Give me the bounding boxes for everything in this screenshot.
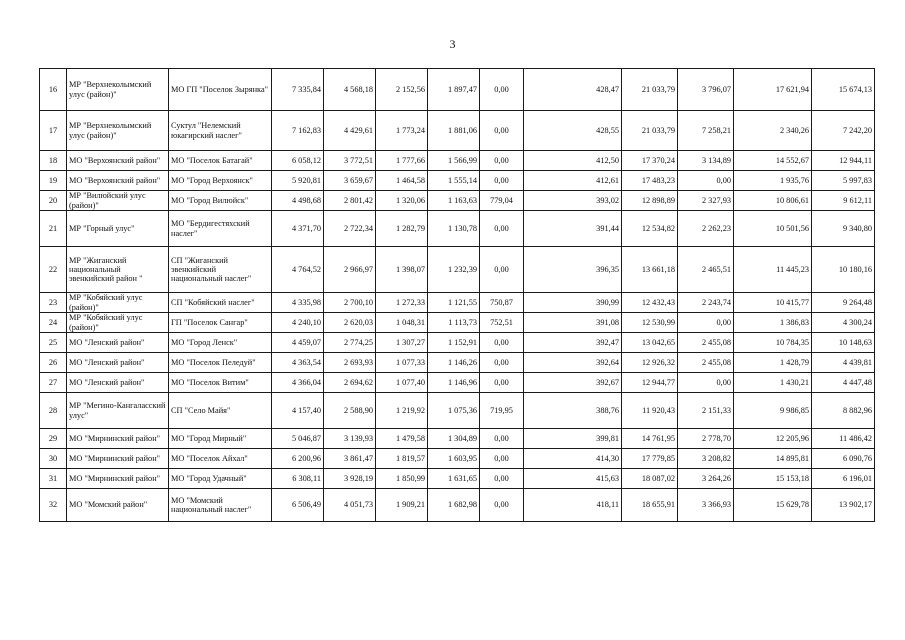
- table-row: [40, 489, 875, 522]
- value-cell-4: 1 881,06: [428, 111, 480, 151]
- value-cell-10: 4 300,24: [812, 313, 875, 333]
- value-cell-6: 414,30: [524, 449, 622, 469]
- value-cell-1: 4 363,54: [272, 353, 324, 373]
- value-cell-2: 2 693,93: [324, 353, 376, 373]
- tariff-table: [39, 68, 875, 522]
- value-cell-6: 399,81: [524, 429, 622, 449]
- value-cell-6: 393,02: [524, 191, 622, 211]
- table-row: [40, 393, 875, 429]
- value-cell-3: 1 077,33: [376, 353, 428, 373]
- value-cell-8: 3 208,82: [678, 449, 734, 469]
- value-cell-10: 8 882,96: [812, 393, 875, 429]
- table-body: [40, 69, 875, 522]
- value-cell-10: 4 439,81: [812, 353, 875, 373]
- row-number-cell: 28: [40, 393, 67, 429]
- value-cell-5: 0,00: [480, 429, 524, 449]
- value-cell-2: 4 429,61: [324, 111, 376, 151]
- value-cell-9: 17 621,94: [734, 69, 812, 111]
- value-cell-5: 0,00: [480, 333, 524, 353]
- value-cell-6: 392,64: [524, 353, 622, 373]
- value-cell-8: 2 465,51: [678, 247, 734, 293]
- value-cell-7: 12 926,32: [622, 353, 678, 373]
- value-cell-6: 418,11: [524, 489, 622, 522]
- value-cell-4: 1 897,47: [428, 69, 480, 111]
- value-cell-1: 6 058,12: [272, 151, 324, 171]
- value-cell-1: 4 240,10: [272, 313, 324, 333]
- value-cell-4: 1 146,26: [428, 353, 480, 373]
- value-cell-2: 2 588,90: [324, 393, 376, 429]
- settlement-cell: МО "Город Удачный": [169, 469, 272, 489]
- table-row: [40, 69, 875, 111]
- value-cell-8: 2 455,08: [678, 333, 734, 353]
- row-number-cell: 30: [40, 449, 67, 469]
- value-cell-6: 392,67: [524, 373, 622, 393]
- settlement-cell: МО "Поселок Пеледуй": [169, 353, 272, 373]
- value-cell-10: 11 486,42: [812, 429, 875, 449]
- value-cell-8: 7 258,21: [678, 111, 734, 151]
- district-cell: МР "Жиганский национальный эвенкийский район ": [67, 247, 169, 293]
- table-row: [40, 373, 875, 393]
- value-cell-9: 15 629,78: [734, 489, 812, 522]
- value-cell-1: 4 764,52: [272, 247, 324, 293]
- row-number-cell: 17: [40, 111, 67, 151]
- row-number-cell: 23: [40, 293, 67, 313]
- row-number-cell: 25: [40, 333, 67, 353]
- value-cell-1: 6 200,96: [272, 449, 324, 469]
- value-cell-10: 4 447,48: [812, 373, 875, 393]
- settlement-cell: МО "Город Вилюйск": [169, 191, 272, 211]
- value-cell-6: 412,61: [524, 171, 622, 191]
- value-cell-9: 11 445,23: [734, 247, 812, 293]
- value-cell-4: 1 075,36: [428, 393, 480, 429]
- value-cell-4: 1 631,65: [428, 469, 480, 489]
- settlement-cell: ГП "Поселок Сангар": [169, 313, 272, 333]
- value-cell-1: 4 366,04: [272, 373, 324, 393]
- value-cell-3: 1 850,99: [376, 469, 428, 489]
- value-cell-7: 12 534,82: [622, 211, 678, 247]
- value-cell-5: 0,00: [480, 449, 524, 469]
- value-cell-10: 5 997,83: [812, 171, 875, 191]
- value-cell-2: 2 722,34: [324, 211, 376, 247]
- value-cell-8: 2 243,74: [678, 293, 734, 313]
- value-cell-4: 1 121,55: [428, 293, 480, 313]
- district-cell: МО "Ленский район": [67, 353, 169, 373]
- value-cell-5: 0,00: [480, 151, 524, 171]
- value-cell-6: 415,63: [524, 469, 622, 489]
- value-cell-4: 1 232,39: [428, 247, 480, 293]
- value-cell-2: 4 568,18: [324, 69, 376, 111]
- district-cell: МР "Верхнеколымский улус (район)": [67, 69, 169, 111]
- district-cell: МО "Мирнинский район": [67, 429, 169, 449]
- value-cell-3: 1 777,66: [376, 151, 428, 171]
- value-cell-5: 719,95: [480, 393, 524, 429]
- district-cell: МР "Кобяйский улус (район)": [67, 293, 169, 313]
- settlement-cell: МО "Момский национальный наслег": [169, 489, 272, 522]
- value-cell-9: 12 205,96: [734, 429, 812, 449]
- value-cell-9: 10 501,56: [734, 211, 812, 247]
- value-cell-1: 4 459,07: [272, 333, 324, 353]
- settlement-cell: МО "Город Ленск": [169, 333, 272, 353]
- district-cell: МО "Ленский район": [67, 373, 169, 393]
- settlement-cell: МО "Город Мирный": [169, 429, 272, 449]
- value-cell-7: 13 042,65: [622, 333, 678, 353]
- value-cell-1: 6 506,49: [272, 489, 324, 522]
- value-cell-10: 6 090,76: [812, 449, 875, 469]
- value-cell-8: 2 455,08: [678, 353, 734, 373]
- value-cell-2: 2 700,10: [324, 293, 376, 313]
- row-number-cell: 19: [40, 171, 67, 191]
- value-cell-3: 1 398,07: [376, 247, 428, 293]
- district-cell: МО "Ленский район": [67, 333, 169, 353]
- value-cell-5: 0,00: [480, 171, 524, 191]
- value-cell-2: 2 694,62: [324, 373, 376, 393]
- settlement-cell: СП "Жиганский эвенкийский национальный наслег": [169, 247, 272, 293]
- value-cell-9: 2 340,26: [734, 111, 812, 151]
- value-cell-10: 9 340,80: [812, 211, 875, 247]
- value-cell-5: 0,00: [480, 111, 524, 151]
- value-cell-6: 391,08: [524, 313, 622, 333]
- page-number: 3: [449, 37, 456, 51]
- district-cell: МО "Верхоянский район": [67, 151, 169, 171]
- value-cell-10: 10 148,63: [812, 333, 875, 353]
- value-cell-5: 752,51: [480, 313, 524, 333]
- row-number-cell: 31: [40, 469, 67, 489]
- value-cell-6: 412,50: [524, 151, 622, 171]
- settlement-cell: МО "Бердигестяхский наслег": [169, 211, 272, 247]
- value-cell-8: 2 327,93: [678, 191, 734, 211]
- value-cell-2: 3 772,51: [324, 151, 376, 171]
- district-cell: МР "Кобяйский улус (район)": [67, 313, 169, 333]
- district-cell: МР "Мегино-Кангаласский улус": [67, 393, 169, 429]
- value-cell-6: 428,47: [524, 69, 622, 111]
- value-cell-8: 2 151,33: [678, 393, 734, 429]
- value-cell-7: 12 530,99: [622, 313, 678, 333]
- settlement-cell: Суктул "Нелемский юкагирский наслег": [169, 111, 272, 151]
- value-cell-2: 2 774,25: [324, 333, 376, 353]
- value-cell-4: 1 682,98: [428, 489, 480, 522]
- settlement-cell: СП "Село Майя": [169, 393, 272, 429]
- value-cell-3: 2 152,56: [376, 69, 428, 111]
- value-cell-5: 0,00: [480, 489, 524, 522]
- value-cell-2: 4 051,73: [324, 489, 376, 522]
- settlement-cell: МО ГП "Поселок Зырянка": [169, 69, 272, 111]
- row-number-cell: 16: [40, 69, 67, 111]
- value-cell-7: 21 033,79: [622, 69, 678, 111]
- row-number-cell: 27: [40, 373, 67, 393]
- settlement-cell: МО "Поселок Айхал": [169, 449, 272, 469]
- value-cell-8: 3 264,26: [678, 469, 734, 489]
- value-cell-3: 1 077,40: [376, 373, 428, 393]
- value-cell-2: 2 620,03: [324, 313, 376, 333]
- row-number-cell: 18: [40, 151, 67, 171]
- value-cell-4: 1 566,99: [428, 151, 480, 171]
- value-cell-7: 12 944,77: [622, 373, 678, 393]
- value-cell-4: 1 163,63: [428, 191, 480, 211]
- value-cell-1: 5 046,87: [272, 429, 324, 449]
- value-cell-5: 0,00: [480, 353, 524, 373]
- value-cell-8: 2 778,70: [678, 429, 734, 449]
- row-number-cell: 32: [40, 489, 67, 522]
- value-cell-7: 21 033,79: [622, 111, 678, 151]
- value-cell-6: 392,47: [524, 333, 622, 353]
- settlement-cell: МО "Поселок Витим": [169, 373, 272, 393]
- value-cell-3: 1 773,24: [376, 111, 428, 151]
- value-cell-2: 2 966,97: [324, 247, 376, 293]
- row-number-cell: 24: [40, 313, 67, 333]
- table-row: [40, 171, 875, 191]
- value-cell-7: 17 779,85: [622, 449, 678, 469]
- value-cell-2: 2 801,42: [324, 191, 376, 211]
- value-cell-6: 396,35: [524, 247, 622, 293]
- value-cell-5: 779,04: [480, 191, 524, 211]
- value-cell-9: 1 935,76: [734, 171, 812, 191]
- table-row: [40, 111, 875, 151]
- value-cell-8: 3 134,89: [678, 151, 734, 171]
- value-cell-6: 390,99: [524, 293, 622, 313]
- table-row: [40, 469, 875, 489]
- value-cell-1: 4 498,68: [272, 191, 324, 211]
- value-cell-7: 13 661,18: [622, 247, 678, 293]
- value-cell-5: 0,00: [480, 373, 524, 393]
- row-number-cell: 22: [40, 247, 67, 293]
- value-cell-9: 1 430,21: [734, 373, 812, 393]
- value-cell-3: 1 909,21: [376, 489, 428, 522]
- value-cell-10: 12 944,11: [812, 151, 875, 171]
- value-cell-6: 388,76: [524, 393, 622, 429]
- value-cell-9: 10 784,35: [734, 333, 812, 353]
- value-cell-1: 6 308,11: [272, 469, 324, 489]
- value-cell-8: 0,00: [678, 313, 734, 333]
- value-cell-9: 15 153,18: [734, 469, 812, 489]
- value-cell-7: 18 087,02: [622, 469, 678, 489]
- value-cell-7: 17 370,24: [622, 151, 678, 171]
- value-cell-8: 2 262,23: [678, 211, 734, 247]
- value-cell-3: 1 320,06: [376, 191, 428, 211]
- district-cell: МО "Верхоянский район": [67, 171, 169, 191]
- district-cell: МО "Мирнинский район": [67, 449, 169, 469]
- table-row: [40, 293, 875, 313]
- row-number-cell: 20: [40, 191, 67, 211]
- row-number-cell: 21: [40, 211, 67, 247]
- settlement-cell: МО "Город Верхоянск": [169, 171, 272, 191]
- table-row: [40, 211, 875, 247]
- value-cell-4: 1 304,89: [428, 429, 480, 449]
- value-cell-4: 1 603,95: [428, 449, 480, 469]
- value-cell-9: 10 415,77: [734, 293, 812, 313]
- value-cell-5: 0,00: [480, 469, 524, 489]
- value-cell-2: 3 861,47: [324, 449, 376, 469]
- table-row: [40, 191, 875, 211]
- value-cell-7: 18 655,91: [622, 489, 678, 522]
- value-cell-7: 12 898,89: [622, 191, 678, 211]
- value-cell-9: 10 806,61: [734, 191, 812, 211]
- value-cell-5: 750,87: [480, 293, 524, 313]
- value-cell-4: 1 152,91: [428, 333, 480, 353]
- value-cell-4: 1 113,73: [428, 313, 480, 333]
- table-row: [40, 247, 875, 293]
- value-cell-5: 0,00: [480, 247, 524, 293]
- value-cell-6: 428,55: [524, 111, 622, 151]
- value-cell-3: 1 479,58: [376, 429, 428, 449]
- table-row: [40, 449, 875, 469]
- value-cell-4: 1 130,78: [428, 211, 480, 247]
- value-cell-9: 14 895,81: [734, 449, 812, 469]
- value-cell-7: 12 432,43: [622, 293, 678, 313]
- value-cell-8: 3 366,93: [678, 489, 734, 522]
- value-cell-8: 0,00: [678, 171, 734, 191]
- value-cell-2: 3 928,19: [324, 469, 376, 489]
- value-cell-10: 6 196,01: [812, 469, 875, 489]
- value-cell-6: 391,44: [524, 211, 622, 247]
- value-cell-1: 4 371,70: [272, 211, 324, 247]
- district-cell: МО "Момский район": [67, 489, 169, 522]
- value-cell-9: 9 986,85: [734, 393, 812, 429]
- value-cell-2: 3 659,67: [324, 171, 376, 191]
- value-cell-1: 7 162,83: [272, 111, 324, 151]
- value-cell-8: 0,00: [678, 373, 734, 393]
- settlement-cell: МО "Поселок Батагай": [169, 151, 272, 171]
- value-cell-3: 1 048,31: [376, 313, 428, 333]
- value-cell-4: 1 555,14: [428, 171, 480, 191]
- value-cell-2: 3 139,93: [324, 429, 376, 449]
- value-cell-10: 15 674,13: [812, 69, 875, 111]
- value-cell-9: 14 552,67: [734, 151, 812, 171]
- row-number-cell: 29: [40, 429, 67, 449]
- district-cell: МР "Верхнеколымский улус (район)": [67, 111, 169, 151]
- district-cell: МР "Вилюйский улус (район)": [67, 191, 169, 211]
- table-row: [40, 333, 875, 353]
- value-cell-1: 4 335,98: [272, 293, 324, 313]
- district-cell: МО "Мирнинский район": [67, 469, 169, 489]
- value-cell-9: 1 428,79: [734, 353, 812, 373]
- value-cell-10: 13 902,17: [812, 489, 875, 522]
- value-cell-5: 0,00: [480, 211, 524, 247]
- table-row: [40, 429, 875, 449]
- value-cell-9: 1 386,83: [734, 313, 812, 333]
- value-cell-7: 11 920,43: [622, 393, 678, 429]
- table-row: [40, 151, 875, 171]
- value-cell-10: 10 180,16: [812, 247, 875, 293]
- value-cell-8: 3 796,07: [678, 69, 734, 111]
- district-cell: МР "Горный улус": [67, 211, 169, 247]
- value-cell-3: 1 819,57: [376, 449, 428, 469]
- value-cell-10: 7 242,20: [812, 111, 875, 151]
- value-cell-10: 9 264,48: [812, 293, 875, 313]
- value-cell-3: 1 282,79: [376, 211, 428, 247]
- table-row: [40, 313, 875, 333]
- value-cell-4: 1 146,96: [428, 373, 480, 393]
- value-cell-1: 5 920,81: [272, 171, 324, 191]
- value-cell-3: 1 307,27: [376, 333, 428, 353]
- table-row: [40, 353, 875, 373]
- value-cell-10: 9 612,11: [812, 191, 875, 211]
- value-cell-5: 0,00: [480, 69, 524, 111]
- value-cell-7: 17 483,23: [622, 171, 678, 191]
- settlement-cell: СП "Кобяйский наслег": [169, 293, 272, 313]
- row-number-cell: 26: [40, 353, 67, 373]
- value-cell-3: 1 272,33: [376, 293, 428, 313]
- value-cell-3: 1 219,92: [376, 393, 428, 429]
- value-cell-1: 4 157,40: [272, 393, 324, 429]
- value-cell-3: 1 464,58: [376, 171, 428, 191]
- value-cell-1: 7 335,84: [272, 69, 324, 111]
- value-cell-7: 14 761,95: [622, 429, 678, 449]
